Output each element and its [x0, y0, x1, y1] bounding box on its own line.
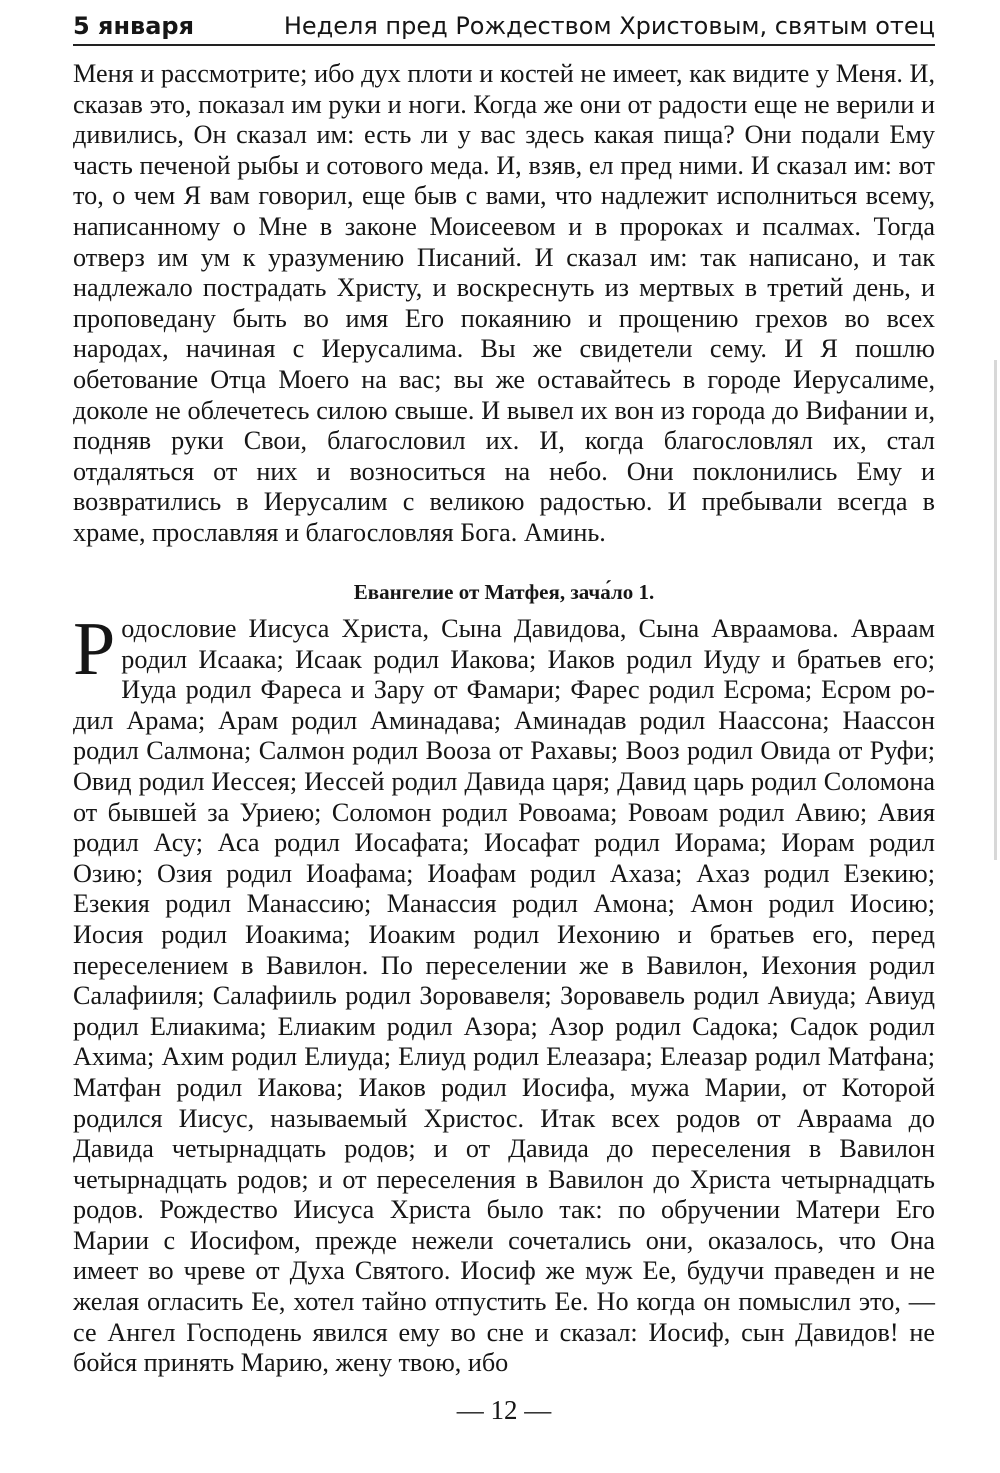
- header-title: Неделя пред Рождеством Христовым, святым отец: [283, 12, 935, 40]
- section-heading: Евангелие от Матфея, зача́ло 1.: [353, 580, 655, 604]
- running-header: [73, 8, 935, 46]
- page-number: — 12 —: [456, 1395, 552, 1425]
- page-edge-shadow: [994, 360, 997, 860]
- gospel-text-luke-ending: Меня и рассмотрите; ибо дух плоти и костей не имеет, как видите у Меня. И, сказав это, показал им руки и ноги. Когда же они от радости еще не верили и дивились, Он сказал им: есть ли у вас здесь какая пища? Они подали Ему часть печеной рыбы и сотового меда. И, взяв, ел пред ними. И сказал им: вот то, о чем Я вам говорил, еще быв с вами, что надлежит исполниться всему, написанному о Мне в законе Моисеевом и в пророках и псалмах. Тогда отверз им ум к уразумению Писаний. И сказал им: так написано, и так надлежало пострадать Христу, и воскреснуть из мертвых в третий день, и проповедану быть во имя Его покаянию и прощению грехов во всех народах, начиная с Иерусалима. Вы же свидетели сему. И Я пошлю обетование Отца Моего на вас; вы же оставайтесь в городе Иерусалиме, доколе не облечетесь силою свыше. И вывел их вон из города до Вифании и, подняв руки Свои, благословил их. И, когда благословлял их, стал отдаляться от них и возноситься на небо. Они поклонились Ему и возвратились в Иерусалим с великою радостью. И пребывали всегда в храме, прославляя и благословляя Бога. Аминь.: [73, 59, 935, 547]
- gospel-text-matthew: [73, 607, 935, 1379]
- drop-cap: Р: [73, 607, 116, 691]
- matthew-body-text: одословие Иисуса Христа, Сына Давидова, Сына Авраамова. Авраам родил Исаака; Исаак родил Иакова; Иаков родил Иуду и братьев его; Иуда родил Фареса и Зару от Фамари; Фарес родил Есрома; Есром родил Арама; Арам родил Аминадава; Аминадав родил Наассона; Наассон родил Салмона; Салмон родил Вооза от Рахавы; Вооз родил Овида от Руфи; Овид родил Иессея; Иессей родил Давида царя; Давид царь родил Соломона от бывшей за Уриею; Соломон родил Ровоама; Ровоам родил Авию; Авия родил Асу; Аса родил Иосафата; Иосафат родил Иорама; Иорам родил Озию; Озия родил Иоафама; Иоафам родил Ахаза; Ахаз родил Езекию; Езекия родил Манассию; Манассия родил Амона; Амон родил Иосию; Иосия родил Иоакима; Иоаким родил Иехонию и братьев его, перед переселением в Вавилон. По переселении же в Вавилон, Иехония родил Салафииля; Салафииль родил Зоровавеля; Зоровавель родил Авиуда; Авиуд родил Елиакима; Елиаким родил Азора; Азор родил Садока; Садок родил Ахима; Ахим родил Елиуда; Елиуд родил Елеазара; Елеазар родил Матфана; Матфан родил Иакова; Иаков родил Иосифа, мужа Марии, от Которой родился Иисус, называемый Христос. Итак всех родов от Авраама до Давида четырнадцать родов; и от Давида до переселения в Вавилон четырнадцать родов; и от переселения в Вавилон до Христа четырнадцать родов. Рождество Иисуса Христа было так: по обручении Матери Его Марии с Иосифом, прежде нежели сочетались они, оказалось, что Она имеет во чреве от Духа Святого. Иосиф же муж Ее, будучи праведен и не желая огласить Ее, хотел тайно отпустить Ее. Но когда он помыслил это, — се Ангел Господень явился ему во сне и сказал: Иосиф, сын Давидов! не бойся принять Марию, жену твою, ибо: [73, 614, 935, 1378]
- header-date: 5 января: [73, 12, 195, 40]
- book-page: [73, 0, 935, 1473]
